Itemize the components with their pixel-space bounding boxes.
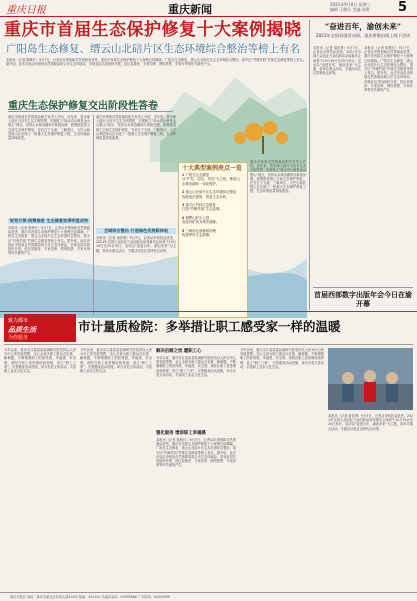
divider bbox=[93, 115, 94, 315]
newspaper-logo: 重庆日报 bbox=[6, 5, 46, 16]
footer: 重庆日报社 地址：重庆市渝北区同茂大道416号 邮编：401120 总编室电话：63903888 广告热线：63903999 bbox=[0, 592, 417, 600]
lead-intro: 本报讯（记者 陈维灯）9月7日，记者从市规划和自然资源局获悉，重庆市首届生态保护修复十大案例已经揭晓。广阳岛生态修复、缙云山北碚片区生态环境综合整治、梁平区“竹缘竹韵”竹林生态修复等榜上有名。据介绍，此次评选由市规划自然资源局联合市生态环境局、市林业局共同组织开展，经区县推荐、专家初审、网络投票、专家评审等环节最终产生。 bbox=[6, 58, 306, 67]
masthead-date: 2021年9月8日 星期三 bbox=[330, 2, 371, 7]
right-headline: “奋进百年，渝创未来” bbox=[324, 22, 402, 31]
page-number: 5 bbox=[398, 0, 408, 15]
photo bbox=[328, 348, 413, 410]
feature-subtitle-2: 全域综合整治 打造绿色发展新样板 bbox=[96, 228, 176, 234]
ad-line-1: 致力都市 bbox=[8, 318, 29, 324]
feature-title: 重庆生态保护修复交出阶段性答卷 bbox=[8, 101, 158, 112]
second-headline: 市计量质检院：多举措让职工感受家一样的温暖 bbox=[78, 319, 341, 334]
feature-body-col2: 重庆市规划自然资源局相关负责人介绍，近年来，我市深入践行习近平生态文明思想，牢固树立“绿水青山就是金山银山”理念，坚持山水林田湖草沙系统治理，统筹推进国土空间生态保护修复，在长江干支流、三峡库区、大巴山和武陵山区实施了一批重大生态保护修复工程，生态环境质量持续改善。 bbox=[96, 115, 176, 141]
right-subhead: 2021年全国双创活动周，重庆将推出线上线下活动 bbox=[315, 33, 411, 38]
masthead-editor: 编辑 王健民 美编 周胜 bbox=[330, 7, 370, 12]
right-body-col1: 本报讯（记者 周传勇）9月7日，记者从市科技局获悉，2021年全国大众创业万众创新活动周重庆会场将于10月19日至25日举行。活动以“奋进百年，渝创未来”为主题，将举办重点活动、专题活动及区县特色活动等。 bbox=[313, 46, 361, 76]
ad-line-2: 品质生活 bbox=[8, 325, 36, 334]
list-item: 1 广阳岛生态修复 以“护岛、治岛、用岛”为主线，推进山水林田湖草一体化保护。 bbox=[182, 173, 240, 186]
second-body-col3: 今年以来，重庆市计量质量检测研究院坚持以人民为中心的发展思想，全心全意为职工群众办实事、解难题，不断增强职工的获得感、幸福感、安全感。该院在职工食堂增设营养餐，设立“职工之家”，完善健身活动设施，举办各类文体活动，丰富职工业余文化生活。 bbox=[156, 356, 236, 377]
ad-line-3: 为你服务 bbox=[8, 335, 29, 341]
second-body-col2: 今年以来，重庆市计量质量检测研究院坚持以人民为中心的发展思想，全心全意为职工群众办实事、解难题，不断增强职工的获得感、幸福感、安全感。该院在职工食堂增设营养餐，设立“职工之家”，完善健身活动设施，举办各类文体活动，丰富职工业余文化生活。 bbox=[80, 348, 152, 374]
second-body-col4: 今年以来，重庆市计量质量检测研究院坚持以人民为中心的发展思想，全心全意为职工群众办实事、解难题，不断增强职工的获得感、幸福感、安全感。该院在职工食堂增设营养餐，设立“职工之家”，完善健身活动设施，举办各类文体活动，丰富职工业余文化生活。 bbox=[240, 348, 324, 369]
second-subhead-2: 强化服务 增添职工幸福感 bbox=[156, 431, 206, 436]
cases-list bbox=[182, 173, 243, 237]
photo-icon bbox=[328, 348, 413, 410]
list-item: 2 缙云山北碚片区生态环境综合整治 拆除违法建筑，恢复生态本底。 bbox=[182, 190, 237, 199]
feature-body-col1: 重庆市规划自然资源局相关负责人介绍，近年来，我市深入践行习近平生态文明思想，牢固树立“绿水青山就是金山银山”理念，坚持山水林田湖草沙系统治理，统筹推进国土空间生态保护修复，在长江干支流、三峡库区、大巴山和武陵山区实施了一批重大生态保护修复工程，生态环境质量持续改善。 bbox=[8, 115, 90, 141]
second-body-col3b: 本报讯（记者 陈维灯）9月7日，记者从市规划和自然资源局获悉，重庆市首届生态保护修复十大案例已经揭晓。广阳岛生态修复、缙云山北碚片区生态环境综合整治、梁平区“竹缘竹韵”竹林生态修复等榜上有名。据介绍，此次评选由市规划自然资源局联合市生态环境局、市林业局共同组织开展，经区县推荐、专家初审、网络投票、专家评审等环节最终产生。 bbox=[156, 438, 236, 468]
section-title: 重庆新闻 bbox=[168, 3, 212, 16]
right-headline-2: 首届西部数字出版年会今日在渝开幕 bbox=[314, 290, 412, 308]
masthead-meta bbox=[330, 2, 394, 12]
section-divider bbox=[0, 311, 417, 312]
feature-body-col1b: 本报讯（记者 陈维灯）9月7日，记者从市规划和自然资源局获悉，重庆市首届生态保护修复十大案例已经揭晓。广阳岛生态修复、缙云山北碚片区生态环境综合整治、梁平区“竹缘竹韵”竹林生态修复等榜上有名。据介绍，此次评选由市规划自然资源局联合市生态环境局、市林业局共同组织开展，经区县推荐、专家初审、网络投票、专家评审等环节最终产生。 bbox=[8, 226, 90, 256]
lead-subhead: 广阳岛生态修复、缙云山北碚片区生态环境综合整治等榜上有名 bbox=[6, 43, 300, 55]
divider bbox=[4, 344, 413, 345]
list-item: 3 梁平区竹林生态修复 打造“竹缘竹韵”生态品牌。 bbox=[182, 203, 223, 212]
list-item: 5 三峡库区消落带治理 构建库岸生态屏障。 bbox=[182, 228, 216, 238]
second-subhead-1: 解决后顾之忧 暖职工心 bbox=[156, 349, 202, 354]
list-item: 4 铜锣山矿山公园 变废弃矿坑为城市绿肺。 bbox=[182, 215, 220, 225]
feature-body-col4: 重庆市规划自然资源局相关负责人介绍，近年来，我市深入践行习近平生态文明思想，牢固树立“绿水青山就是金山银山”理念，坚持山水林田湖草沙系统治理，统筹推进国土空间生态保护修复，在长江干支流、三峡库区、大巴山和武陵山区实施了一批重大生态保护修复工程，生态环境质量持续改善。 bbox=[250, 160, 306, 194]
second-body-col5: 本报讯（记者 周传勇）9月7日，记者从市科技局获悉，2021年全国大众创业万众创新活动周重庆会场将于10月19日至25日举行。活动以“奋进百年，渝创未来”为主题，将举办重点活动、专题活动及区县特色活动等。 bbox=[328, 414, 413, 431]
cases-box-title: 十大典型案例亮点一览 bbox=[181, 165, 242, 172]
feature-body-col2b: 本报讯（记者 周传勇）9月7日，记者从市科技局获悉，2021年全国大众创业万众创新活动周重庆会场将于10月19日至25日举行。活动以“奋进百年，渝创未来”为主题，将举办重点活动、专题活动及区县特色活动等。 bbox=[96, 236, 176, 253]
feature-subtitle-1: 规划引领·统筹推进 生态修复取得明显成效 bbox=[9, 218, 89, 223]
divider bbox=[309, 20, 310, 310]
lead-headline: 重庆市首届生态保护修复十大案例揭晓 bbox=[4, 20, 302, 40]
second-body-col1: 今年以来，重庆市计量质量检测研究院坚持以人民为中心的发展思想，全心全意为职工群众办实事、解难题，不断增强职工的获得感、幸福感、安全感。该院在职工食堂增设营养餐，设立“职工之家”，完善健身活动设施，举办各类文体活动，丰富职工业余文化生活。 bbox=[4, 348, 76, 374]
divider bbox=[8, 111, 173, 112]
divider bbox=[313, 287, 413, 288]
right-body-col2: 本报讯（记者 陈维灯）9月7日，记者从市规划和自然资源局获悉，重庆市首届生态保护修复十大案例已经揭晓。广阳岛生态修复、缙云山北碚片区生态环境综合整治、梁平区“竹缘竹韵”竹林生态修复等榜上有名。据介绍，此次评选由市规划自然资源局联合市生态环境局、市林业局共同组织开展，经区县推荐、专家初审、网络投票、专家评审等环节最终产生。 bbox=[364, 46, 413, 93]
